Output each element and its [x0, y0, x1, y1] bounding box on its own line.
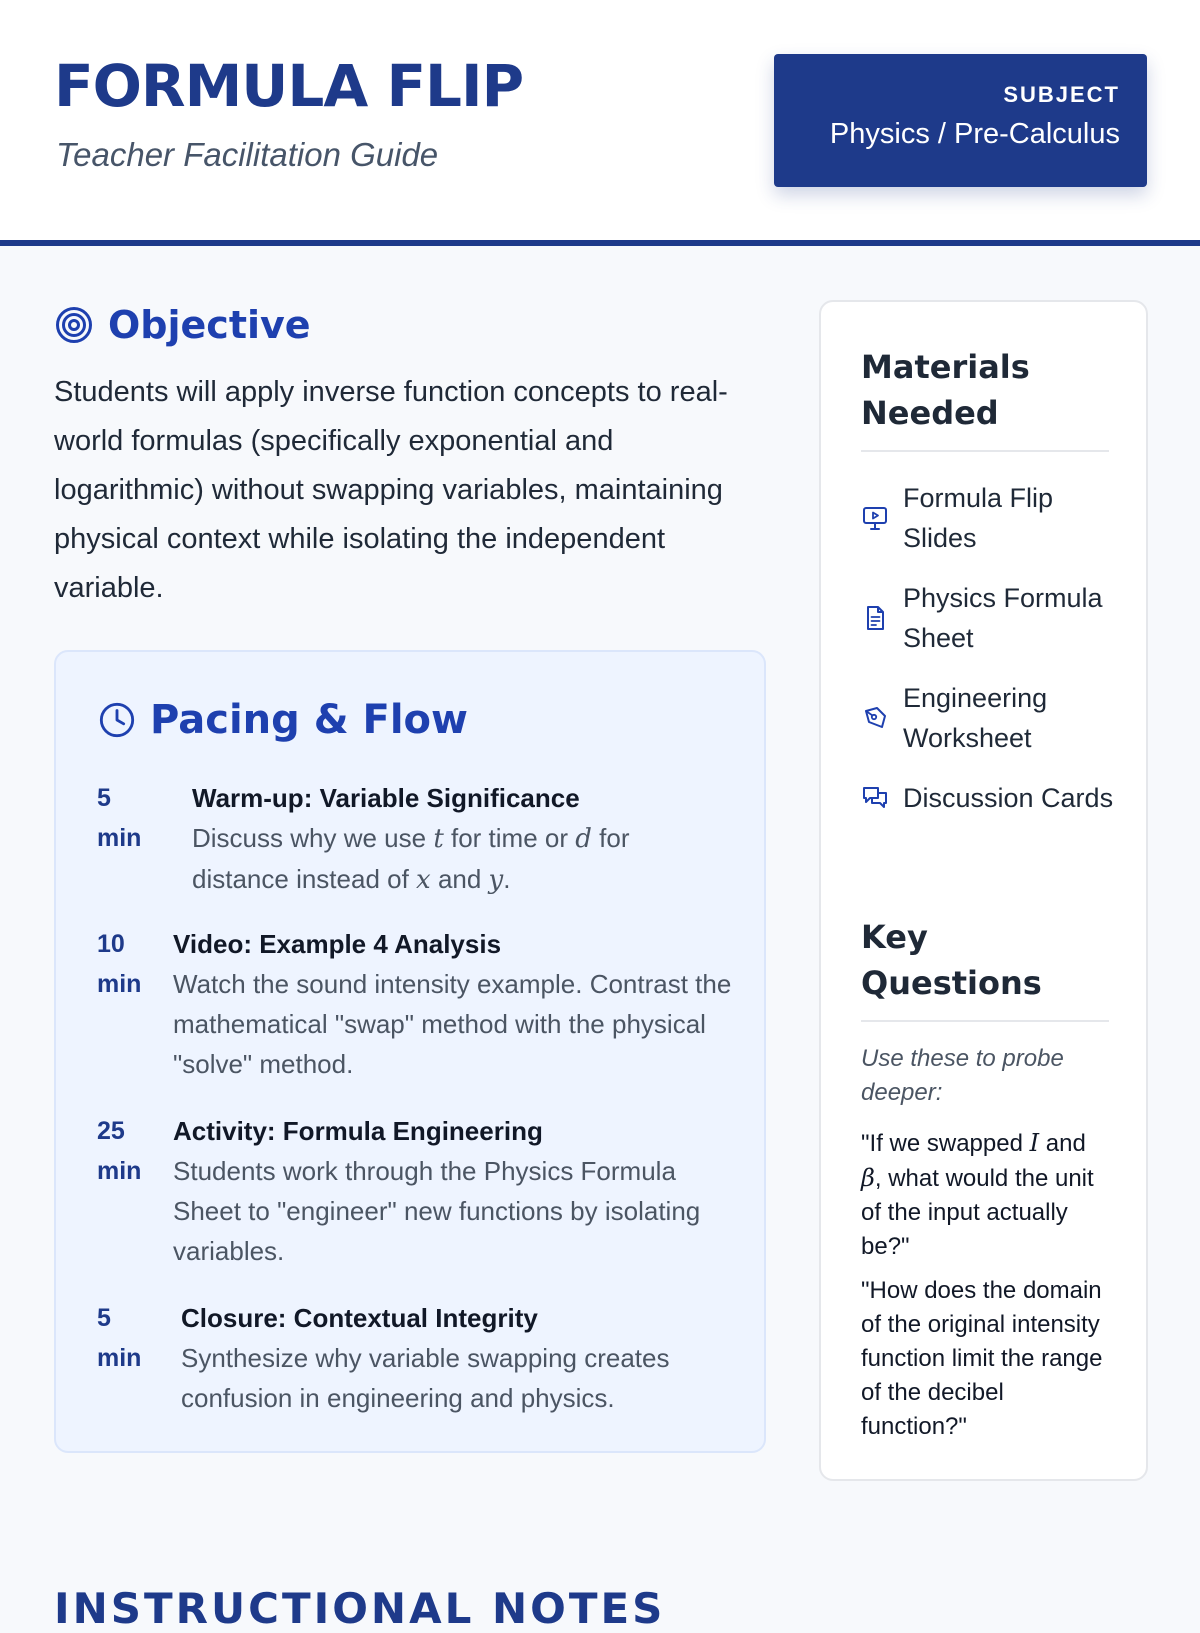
step-body: [173, 1111, 733, 1271]
step-duration: [97, 924, 167, 1004]
step-description: Synthesize why variable swapping creates confusion in engineering and physics.: [181, 1343, 670, 1413]
step-unit: min: [97, 824, 142, 852]
step-minutes: 10: [97, 930, 125, 958]
math-variable: x: [416, 865, 431, 895]
step-body: [173, 924, 733, 1084]
step-title: Video: Example 4 Analysis: [173, 929, 502, 959]
desc-text: .: [503, 864, 511, 894]
step-unit: min: [97, 970, 142, 998]
step-minutes: 5: [97, 1304, 111, 1332]
math-variable: β: [861, 1164, 875, 1192]
step-unit: min: [97, 1344, 142, 1372]
page-header: [0, 0, 1200, 246]
sidebar-card: [819, 300, 1148, 1481]
presentation-icon: [861, 504, 889, 532]
materials-item-label: Formula Flip Slides: [903, 483, 1054, 553]
step-description: Watch the sound intensity example. Contrast the mathematical "swap" method with the physical "solve" method.: [173, 969, 732, 1079]
pen-tool-icon: [861, 704, 889, 732]
pacing-heading: [98, 692, 468, 748]
desc-text: for time or: [443, 823, 576, 853]
materials-item-label: Discussion Cards: [903, 783, 1114, 813]
step-title: Warm-up: Variable Significance: [192, 783, 580, 813]
math-variable: y: [488, 865, 504, 895]
target-icon: [54, 305, 94, 345]
step-title: Activity: Formula Engineering: [173, 1116, 543, 1146]
step-minutes: 25: [97, 1117, 125, 1145]
subject-value: Physics / Pre-Calculus: [829, 118, 1120, 150]
question-text: , what would the unit of the input actually be?": [861, 1165, 1094, 1260]
key-questions-intro: Use these to probe deeper:: [861, 1045, 1064, 1106]
page-title: FORMULA FLIP: [54, 52, 524, 120]
step-duration: [97, 1298, 167, 1378]
desc-text: and: [430, 864, 489, 894]
question-text: "If we swapped: [861, 1130, 1030, 1157]
document-icon: [861, 604, 889, 632]
objective-text: Students will apply inverse function concepts to real-world formulas (specifically exponential and logarithmic) without swapping variables, maintaining physical context while isolating the independent variable.: [54, 376, 728, 604]
desc-text: for distance instead of: [192, 823, 630, 894]
materials-item-label: Physics Formula Sheet: [903, 583, 1103, 653]
step-description: [192, 818, 712, 900]
materials-item-label: Engineering Worksheet: [903, 683, 1048, 753]
objective-title: Objective: [108, 303, 311, 347]
key-question: "How does the domain of the original intensity function limit the range of the decibel function?": [861, 1277, 1103, 1440]
subject-label: SUBJECT: [1003, 82, 1120, 107]
step-minutes: 5: [97, 784, 111, 812]
step-unit: min: [97, 1157, 142, 1185]
math-variable: t: [433, 824, 444, 854]
materials-item: [861, 478, 1121, 558]
page-subtitle: Teacher Facilitation Guide: [56, 136, 439, 173]
step-duration: [97, 778, 167, 858]
desc-text: Discuss why we use: [192, 823, 434, 853]
subject-badge: [774, 54, 1147, 187]
materials-title: Materials Needed: [861, 344, 1109, 452]
step-body: [181, 1298, 741, 1418]
step-title: Closure: Contextual Integrity: [181, 1303, 538, 1333]
step-description: Students work through the Physics Formula Sheet to "engineer" new functions by isolating variables.: [173, 1156, 701, 1266]
math-variable: d: [575, 824, 592, 854]
materials-item: [861, 678, 1121, 758]
key-questions-title: Key Questions: [861, 914, 1109, 1022]
question-text: and: [1039, 1130, 1086, 1157]
chat-bubbles-icon: [861, 784, 889, 812]
instructional-notes-heading: INSTRUCTIONAL NOTES: [54, 1584, 666, 1633]
math-variable: I: [1029, 1129, 1040, 1157]
key-question: [861, 1126, 1111, 1264]
pacing-panel: [54, 650, 766, 1453]
materials-item: [861, 778, 1121, 818]
step-duration: [97, 1111, 167, 1191]
objective-heading: [54, 300, 311, 350]
materials-item: [861, 578, 1121, 658]
clock-icon: [98, 701, 136, 739]
pacing-title: Pacing & Flow: [150, 697, 468, 743]
step-body: [192, 778, 712, 900]
